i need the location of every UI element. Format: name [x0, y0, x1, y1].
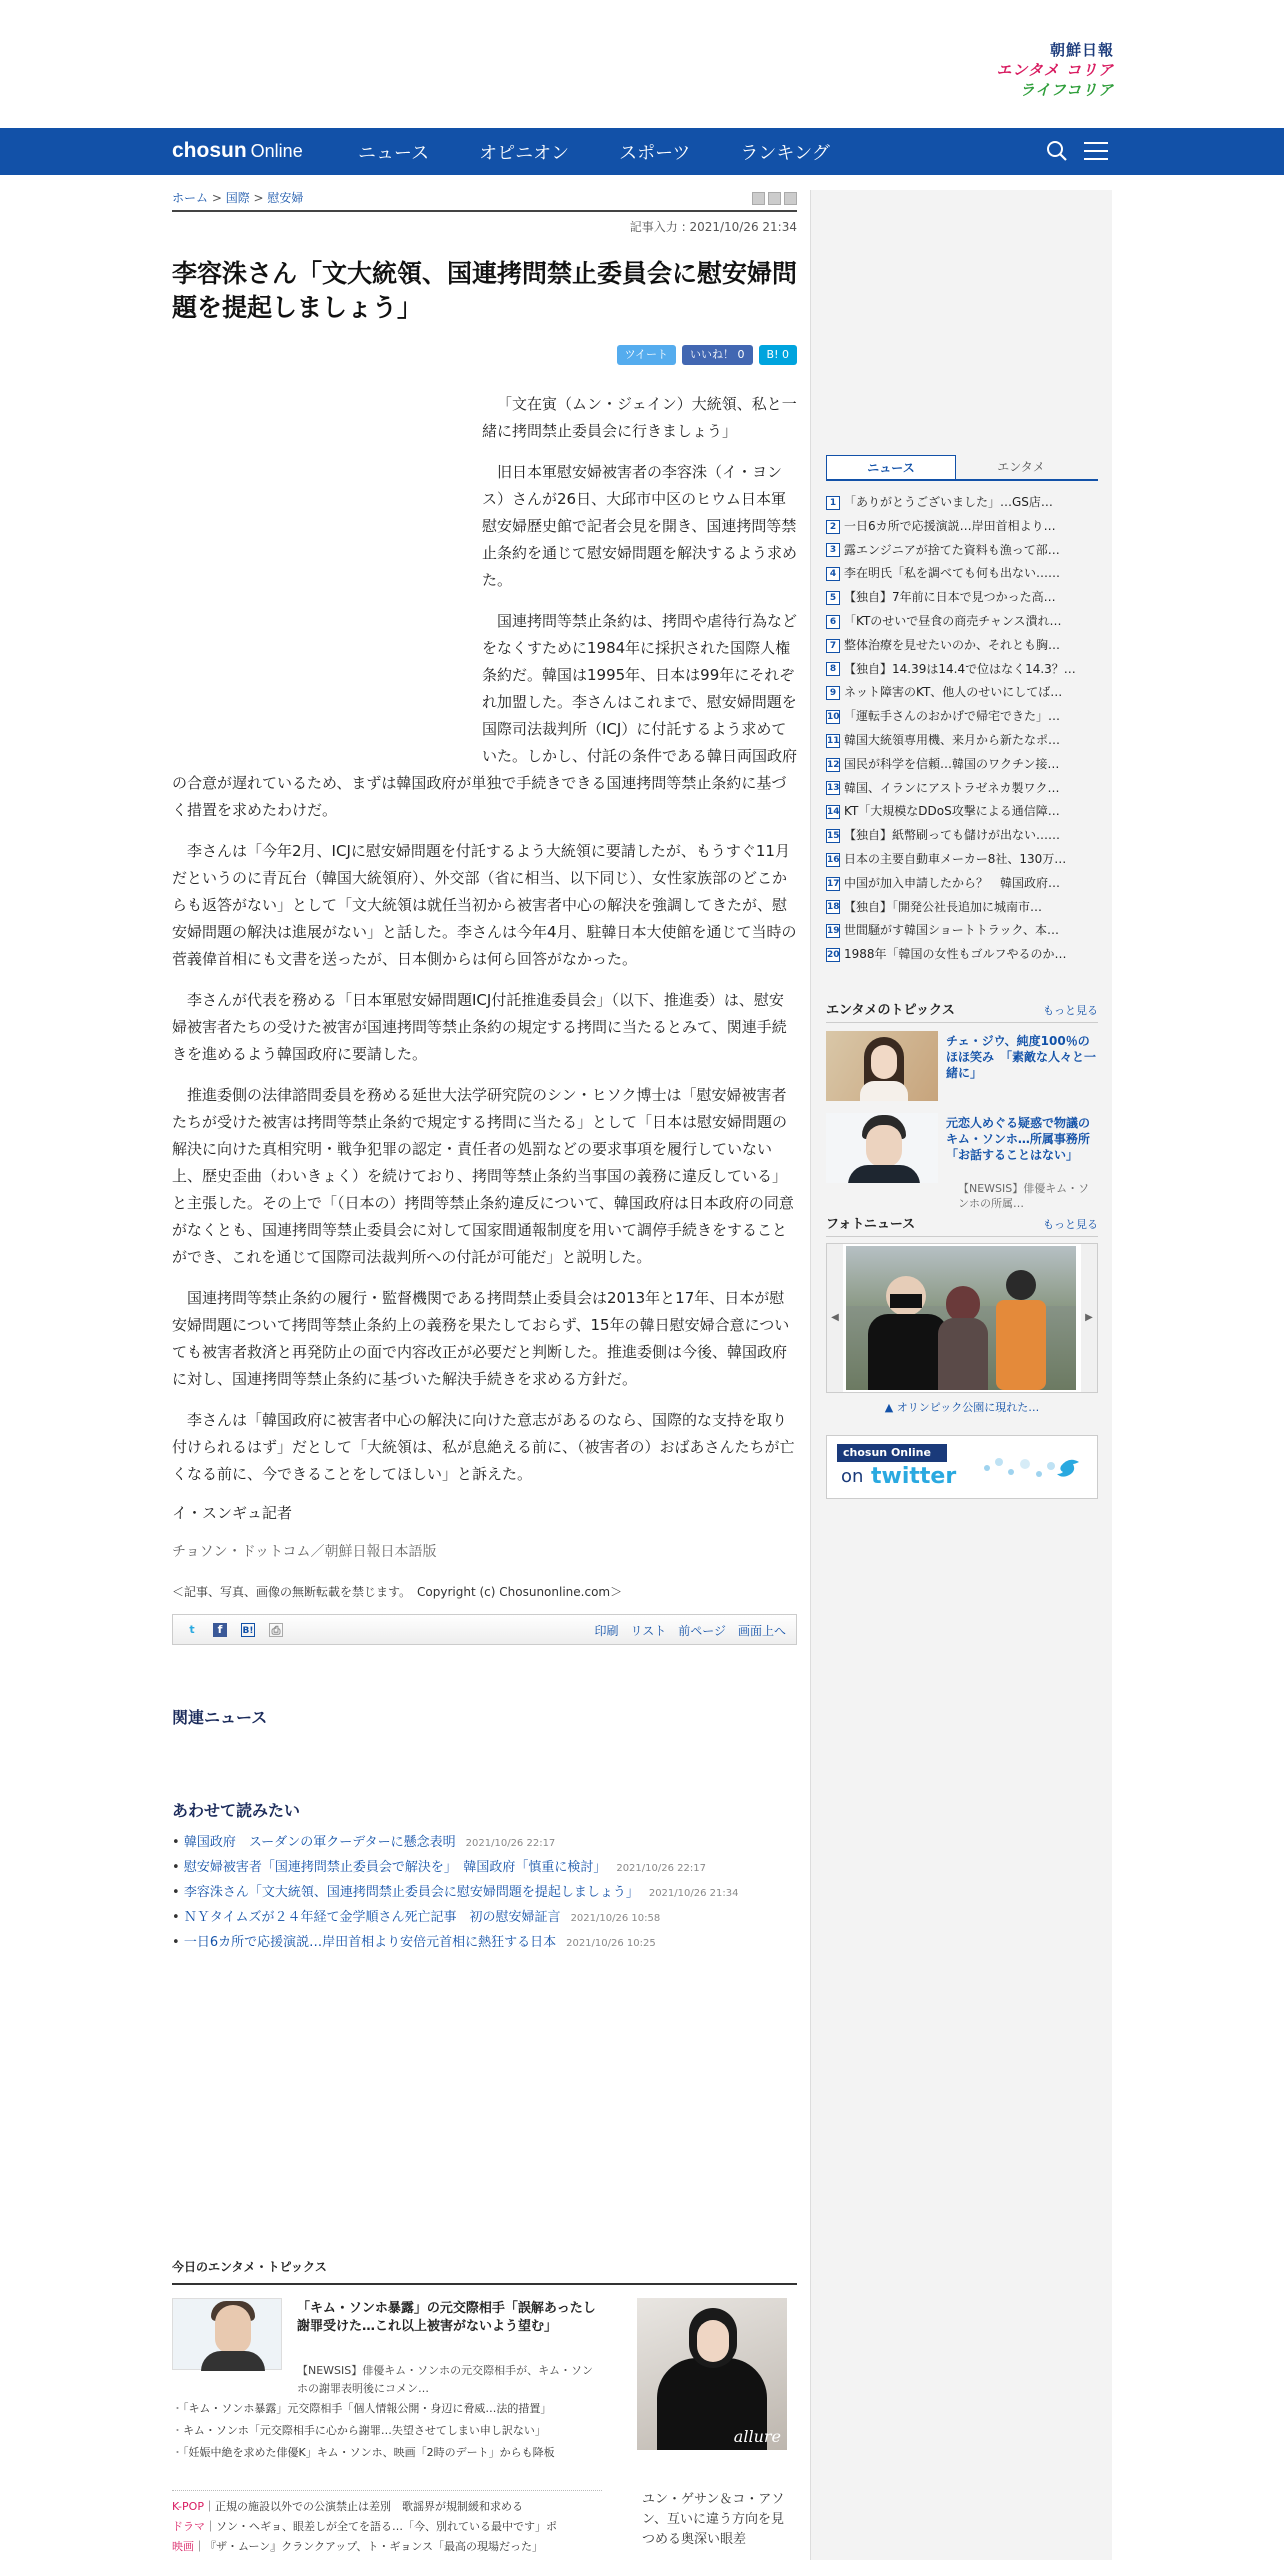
article-date: 記事入力 : 2021/10/26 21:34	[629, 220, 797, 234]
ranking-item[interactable]: 16 日本の主要自動車メーカー8社、130万…	[827, 851, 1067, 866]
nav-opinion[interactable]: オピニオン	[479, 142, 570, 164]
facebook-like-button[interactable]: いいね！ 0	[682, 345, 753, 365]
ranking-item[interactable]: 11 韓国大統領専用機、来月から新たなポ…	[827, 732, 1061, 747]
ranking-item[interactable]: 14 KT「大規模なDDoS攻撃による通信障…	[827, 804, 1060, 819]
entame-topic-thumbnail[interactable]	[826, 1031, 938, 1101]
breadcrumb-comfort-women[interactable]: 慰安婦	[267, 191, 304, 205]
ranking-item[interactable]: 7 整体治療を見せたいのか、それとも胸…	[826, 634, 1098, 658]
today-entame-topics	[172, 2258, 797, 2553]
chosun-ilbo-logo[interactable]: 朝鮮日報	[1049, 41, 1114, 59]
entame-topic-item[interactable]: チェ・ジウ、純度100％のほほ笑み 「素敵な人々と一緒に」	[826, 1031, 1098, 1105]
hatena-share-icon[interactable]: B!	[241, 1623, 255, 1637]
also-read-title: あわせて読みたい	[172, 1801, 301, 1820]
related-news	[172, 1705, 797, 1728]
site-logo[interactable]: chosun Online	[172, 139, 303, 162]
page-top-link[interactable]: 画面上へ	[737, 1624, 786, 1638]
entame-category-list	[172, 2490, 602, 2557]
twitter-banner[interactable]	[826, 1435, 1098, 1499]
ranking-tabs	[826, 455, 1098, 481]
also-read	[172, 1798, 797, 1956]
main-nav	[0, 128, 1284, 175]
entame-topic-thumbnail[interactable]	[826, 1113, 938, 1183]
ad-space	[172, 391, 482, 751]
twitter-on-label: on	[841, 1465, 864, 1487]
ranking-item[interactable]: 12 国民が科学を信頼…韓国のワクチン接…	[827, 756, 1060, 771]
print-share-icon[interactable]: ⎙	[269, 1623, 283, 1637]
chosun-online-logo: chosun Online	[837, 1444, 947, 1462]
entame-thumbnail[interactable]	[172, 2298, 282, 2370]
entame-related-item[interactable]: ・ 「妊娠中絶を求めた俳優K」キム・ソンホ、映画「2時のデート」からも降板	[172, 2442, 602, 2464]
tweet-button[interactable]: ツイート	[617, 345, 676, 365]
article-paragraph: 「文在寅（ムン・ジェイン）大統領、私と一緒に拷問禁止委員会に行きましょう」	[482, 395, 797, 440]
print-link[interactable]: 印刷	[594, 1624, 619, 1638]
ranking-item[interactable]: 1 「ありがとうございました」…GS店…	[826, 491, 1098, 515]
article-paragraph: 李さんは「韓国政府に被害者中心の解決に向けた意志があるのなら、国際的な支持を取り付けられるはず」だとして「大統領は、私が息絶える前に、（被害者の）おばあさんたちが亡くなる前に、今できることをしてほしい」と訴えた。	[172, 1411, 795, 1483]
entame-topics-title: エンタメのトピックス	[826, 1002, 955, 1018]
article-title: 李容洙さん「文大統領、国連拷問禁止委員会に慰安婦問題を提起しましょう」	[172, 259, 798, 322]
font-large-icon[interactable]	[768, 192, 781, 205]
tab-entame[interactable]: エンタメ	[956, 455, 1086, 479]
ranking-item[interactable]: 19 世間騒がす韓国ショートトラック、本…	[827, 923, 1060, 938]
ranking-item[interactable]: 10 「運転手さんのおかげで帰宅できた」…	[827, 709, 1061, 724]
article-paragraph: 李さんが代表を務める「日本軍慰安婦問題ICJ付託推進委員会」（以下、推進委）は、慰安婦被害者たちの受けた被害が国連拷問等禁止条約の規定する拷問に当たるとみて、関連手続きを進めるよう韓国政府に要請した。	[172, 991, 787, 1063]
ranking-list	[826, 491, 1098, 967]
entame-category-item[interactable]: K-POP｜正規の施設以外での公演禁止は差別 歌謡界が規制緩和求める	[172, 2500, 523, 2513]
list-link[interactable]: リスト	[630, 1624, 667, 1638]
tab-news[interactable]: ニュース	[826, 455, 956, 479]
article-paragraph: 旧日本軍慰安婦被害者の李容洙（イ・ヨンス）さんが26日、大邱市中区のヒウム日本軍慰安婦歴史館で記者会見を開き、国連拷問等禁止条約を通じて慰安婦問題を解決するよう求めた。	[482, 463, 798, 589]
breadcrumb-home[interactable]: ホーム	[172, 191, 209, 205]
entame-category-item[interactable]: ドラマ｜ソン・ヘギョ、眼差しが全てを語る…「今、別れている最中です」ポ	[172, 2520, 557, 2533]
allure-logo: allure	[733, 2427, 781, 2446]
entame-related-item[interactable]: ・ 「キム・ソンホ暴露」元交際相手「個人情報公開・身辺に脅威…法的措置」	[172, 2398, 602, 2420]
ranking-item[interactable]: 20 1988年「韓国の女性もゴルフやるのか…	[827, 947, 1067, 962]
hatena-bookmark-button[interactable]: B! 0	[759, 345, 797, 365]
entame-topics-more-link[interactable]: もっと見る	[1043, 1003, 1098, 1017]
ranking-item[interactable]: 9 ネット障害のKT、他人のせいにしてば…	[826, 681, 1098, 705]
article-paragraph: 国連拷問等禁止条約の履行・監督機関である拷問禁止委員会は2013年と17年、日本が慰安婦問題について拷問等禁止条約上の義務を果たしておらず、15年の韓日慰安婦合意についても被害者救済と再発防止の面で内容改正が必要だと判断した。推進委側は今後、韓国政府に対し、国連拷問等禁止条約に基づいた解決手続きを求める方針だ。	[172, 1289, 790, 1388]
twitter-logo: twitter	[871, 1463, 957, 1489]
article-paragraph: 推進委側の法律諮問委員を務める延世大法学研究院のシン・ヒソク博士は「慰安婦被害者たちが受けた被害は拷問等禁止条約で規定する拷問に当たる」として「日本は慰安婦問題の解決に向けた真相究明・戦争犯罪の認定・責任者の処罰などの要求事項を履行していない上、歴史歪曲（わいきょく）を続けており、拷問等禁止条約当事国の義務に違反している」と主張した。その上で「（日本の）拷問等禁止条約違反について、韓国政府は日本政府の同意がなくとも、国連拷問等禁止委員会に対して国家間通報制度を用いて調停手続きをすることができ、これを通じて国際司法裁判所への付託が可能だ」と説明した。	[172, 1086, 794, 1266]
article-paragraph: 李さんは「今年2月、ICJに慰安婦問題を付託するよう大統領に要請したが、もうすぐ11月だというのに青瓦台（韓国大統領府）、外交部（省に相当、以下同じ）、女性家族部のどこからも返答がない」として「文大統領は就任当初から被害者中心の解決を強調してきたが、慰安婦問題の解決は進展がない」と話した。李さんは今年4月、駐韓日本大使館を通じて当時の菅義偉首相にも文書を送ったが、日本側からは何ら回答がなかった。	[172, 842, 797, 968]
article-toolbar	[172, 1614, 797, 1645]
print-icon[interactable]	[784, 192, 797, 205]
entame-related-list	[172, 2398, 602, 2464]
facebook-share-icon[interactable]: f	[213, 1623, 227, 1637]
menu-icon[interactable]	[1084, 141, 1108, 161]
photo-news-caption[interactable]: ▲ オリンピック公園に現れた…	[884, 1400, 1040, 1414]
today-entame-title: 今日のエンタメ・トピックス	[172, 2258, 797, 2285]
entame-photo[interactable]	[637, 2298, 787, 2450]
article-paragraph: 国連拷問等禁止条約は、拷問や虐待行為などをなくすために1984年に採択された国際人権条約だ。韓国は1995年、日本は99年にそれぞれ加盟した。李さんはこれまで、慰安婦問題を国際司法裁判所（ICJ）に付託するよう求めていた。しかし、付託の条件である韓日両国政府の合意が遅れているため、まずは韓国政府が単独で手続きできる国連拷問等禁止条約に基づく措置を求めたわけだ。	[172, 612, 798, 819]
chevron-right-icon[interactable]: ▶	[1081, 1244, 1097, 1392]
entame-related-item[interactable]: ・ キム・ソンホ「元交際相手に心から謝罪…失望させてしまい申し訳ない」	[172, 2420, 602, 2442]
ranking-item[interactable]: 2 一日6カ所で応援演説…岸田首相より…	[826, 515, 1098, 539]
breadcrumb: ホーム > 国際 > 慰安婦	[172, 190, 797, 212]
article-column	[172, 190, 797, 1956]
ranking-item[interactable]: 6 「KTのせいで昼食の商売チャンス潰れ…	[826, 610, 1098, 634]
ranking-item[interactable]: 15 【独自】紙幣刷っても儲けが出ない……	[827, 828, 1061, 843]
header-logos[interactable]	[996, 40, 1114, 100]
previous-page-link[interactable]: 前ページ	[678, 1624, 726, 1638]
bird-icon	[977, 1448, 1087, 1486]
ranking-item[interactable]: 8 【独自】14.39は14.4で位はなく14.3？…	[826, 658, 1098, 682]
copyright-notice: ＜記事、写真、画像の無断転載を禁じます。 Copyright (c) Chosunonline.com＞	[172, 1585, 623, 1599]
photo-news-header	[826, 1213, 1098, 1237]
nav-sports[interactable]: スポーツ	[619, 142, 691, 164]
sidebar	[826, 190, 1098, 1499]
life-korea-logo[interactable]: ライフコリア	[1019, 81, 1114, 99]
also-read-item[interactable]: • 李容洙さん「文大統領、国連拷問禁止委員会に慰安婦問題を提起しましょう」 2021/10/26 21:34	[172, 1881, 797, 1906]
twitter-share-icon[interactable]: t	[189, 1623, 195, 1636]
breadcrumb-international[interactable]: 国際	[225, 191, 250, 205]
nav-news[interactable]: ニュース	[358, 142, 430, 164]
photo-news-image[interactable]	[846, 1246, 1076, 1390]
also-read-item[interactable]: • 一日6カ所で応援演説…岸田首相より安倍元首相に熱狂する日本 2021/10/26 10:25	[172, 1931, 797, 1956]
related-news-title: 関連ニュース	[172, 1708, 268, 1727]
ranking-item[interactable]: 13 韓国、イランにアストラゼネカ製ワク…	[827, 780, 1060, 795]
article-source: チョソン・ドットコム／朝鮮日報日本語版	[172, 1544, 437, 1560]
also-read-item[interactable]: • 韓国政府 スーダンの軍クーデターに懸念表明 2021/10/26 22:17	[172, 1831, 797, 1856]
social-buttons	[172, 345, 797, 365]
photo-news-more-link[interactable]: もっと見る	[1043, 1217, 1098, 1231]
entame-category-item[interactable]: 映画｜『ザ・ムーン』クランクアップ、ト・ギョンス「最高の現場だった」	[172, 2540, 544, 2553]
search-icon[interactable]	[1046, 140, 1068, 162]
nav-ranking[interactable]: ランキング	[740, 142, 830, 164]
ranking-item[interactable]: 17 中国が加入申請したから？ 韓国政府…	[827, 875, 1061, 890]
entame-topics-header	[826, 999, 1098, 1023]
ranking-item[interactable]: 4 李在明氏「私を調べても何も出ない……	[826, 562, 1098, 586]
font-small-icon[interactable]	[752, 192, 765, 205]
sidebar-ad-space	[826, 190, 1098, 435]
entame-topic-item[interactable]: 元恋人めぐる疑惑で物議のキム・ソンホ…所属事務所「お話することはない」 【NEWSIS】俳優キム・ソンホの所属…	[826, 1113, 1098, 1213]
chevron-left-icon[interactable]: ◀	[827, 1244, 843, 1392]
ranking-item[interactable]: 5 【独自】7年前に日本で見つかった高…	[826, 586, 1098, 610]
entame-summary: 【NEWSIS】俳優キム・ソンホの元交際相手が、キム・ソンホの謝罪表明後にコメン…	[297, 2364, 594, 2395]
byline: イ・スンギュ記者	[172, 1504, 293, 1522]
entame-photo-caption[interactable]: ユン・ゲサン＆コ・アソン、互いに違う方向を見つめる奥深い眼差	[642, 2492, 785, 2547]
ranking-item[interactable]: 18 【独自】「開発公社長追加に城南市…	[827, 899, 1043, 914]
photo-news-slider	[826, 1243, 1098, 1393]
article-body	[172, 391, 797, 1488]
ranking-item[interactable]: 3 露エンジニアが捨てた資料も漁って部…	[826, 539, 1098, 563]
entame-headline[interactable]: 「キム・ソンホ暴露」の元交際相手「誤解あったし謝罪受けた…これ以上被害がないよう望む」	[297, 2301, 596, 2334]
also-read-item[interactable]: • 慰安婦被害者「国連拷問禁止委員会で解決を」 韓国政府「慎重に検討」 2021/10/26 22:17	[172, 1856, 797, 1881]
entame-korea-logo[interactable]: エンタメ コリア	[996, 61, 1114, 79]
photo-news-title: フォトニュース	[826, 1216, 916, 1232]
also-read-item[interactable]: • ＮＹタイムズが２４年経て金学順さん死亡記事 初の慰安婦証言 2021/10/26 10:58	[172, 1906, 797, 1931]
